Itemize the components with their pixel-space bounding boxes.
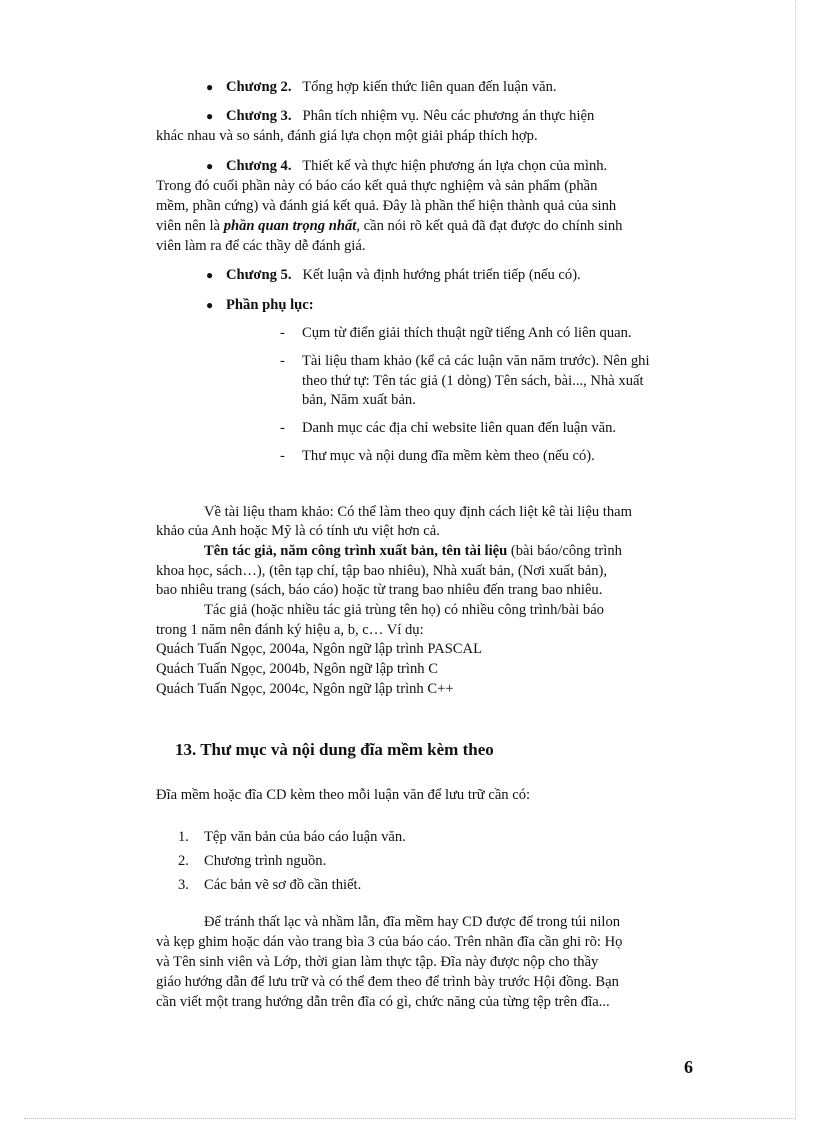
appendix-item: [206, 296, 728, 315]
chapter-4-line5: viên làm ra để các thầy dễ đánh giá.: [156, 238, 366, 254]
dash-icon: -: [280, 420, 285, 436]
chapter-2-text: Tổng hợp kiến thức liên quan đến luận văn.: [302, 79, 557, 95]
refs-para-3-line2: trong 1 năm nên đánh ký hiệu a, b, c… Ví dụ:: [156, 622, 424, 638]
list-item-text: Các bản vẽ sơ đồ cần thiết.: [204, 877, 362, 893]
page-right-divider: [795, 0, 796, 1120]
section-13-para-line1: Để tránh thất lạc và nhầm lẫn, đĩa mềm hay CD được để trong túi nilon: [204, 914, 621, 930]
chapter-5-text: Kết luận và định hướng phát triển tiếp (nếu có).: [302, 267, 581, 283]
dash-icon: -: [280, 448, 285, 464]
page-bottom-divider: [24, 1118, 794, 1119]
refs-para-2-line3: bao nhiêu trang (sách, báo cáo) hoặc từ trang bao nhiêu đến trang bao nhiêu.: [156, 582, 603, 598]
list-item-text: Tệp văn bản của báo cáo luận văn.: [204, 829, 406, 845]
appendix-dash-item-1: [280, 324, 728, 343]
chapter-4-line4-pre: viên nên là: [156, 218, 224, 234]
list-number: 2.: [178, 853, 189, 869]
chapter-3-continuation: khác nhau và so sánh, đánh giá lựa chọn một giải pháp thích hợp.: [156, 128, 538, 144]
refs-example-1: Quách Tuấn Ngọc, 2004a, Ngôn ngữ lập trình PASCAL: [156, 641, 482, 657]
chapter-4-line2: Trong đó cuối phần này có báo cáo kết quả thực nghiệm và sản phẩm (phần: [156, 178, 598, 194]
refs-para-1-line1: Về tài liệu tham khảo: Có thể làm theo quy định cách liệt kê tài liệu tham: [204, 504, 632, 520]
refs-format-bold: Tên tác giả, năm công trình xuất bản, tên tài liệu: [204, 543, 508, 559]
appendix-item-2-line1: Tài liệu tham khảo (kể cả các luận văn năm trước). Nên ghi: [302, 353, 650, 369]
appendix-item-3-text: Danh mục các địa chỉ website liên quan đến luận văn.: [302, 420, 617, 436]
chapter-4-line4: [156, 217, 728, 236]
chapter-4-label: Chương 4.: [226, 158, 292, 174]
list-item-text: Chương trình nguồn.: [204, 853, 327, 869]
refs-para-3-line1: Tác giả (hoặc nhiều tác giả trùng tên họ) có nhiều công trình/bài báo: [204, 602, 604, 618]
appendix-dash-item-3: [280, 419, 728, 438]
chapter-3-label: Chương 3.: [226, 108, 292, 124]
chapter-5-label: Chương 5.: [226, 267, 292, 283]
appendix-item-1-text: Cụm từ điển giải thích thuật ngữ tiếng Anh có liên quan.: [302, 325, 632, 341]
refs-para-2-line1: [156, 542, 728, 561]
refs-example-2: Quách Tuấn Ngọc, 2004b, Ngôn ngữ lập trình C: [156, 661, 438, 677]
dash-icon: -: [280, 325, 285, 341]
refs-para-2-line2: khoa học, sách…), (tên tạp chí, tập bao nhiêu), Nhà xuất bản, (Nơi xuất bản),: [156, 563, 608, 579]
section-13-para-line5: cần viết một trang hướng dẫn trên đĩa có gì, chức năng của từng tệp trên đĩa...: [156, 994, 610, 1010]
list-number: 3.: [178, 877, 189, 893]
chapter-4-emphasis: phần quan trọng nhất: [223, 218, 357, 234]
bullet-icon: ●: [206, 109, 214, 123]
section-13-para-line4: giáo hướng dẫn để lưu trữ và có thể đem theo để trình bày trước Hội đồng. Bạn: [156, 974, 619, 990]
list-number: 1.: [178, 829, 189, 845]
appendix-item-2-line2: theo thứ tự: Tên tác giả (1 dòng) Tên sách, bài..., Nhà xuất: [302, 373, 644, 389]
dash-icon: -: [280, 353, 285, 369]
chapter-2-label: Chương 2.: [226, 79, 292, 95]
chapter-3-item: [206, 107, 728, 126]
section-13-heading: 13. Thư mục và nội dung đĩa mềm kèm theo: [175, 740, 494, 759]
chapter-4-text: Thiết kế và thực hiện phương án lựa chọn của mình.: [302, 158, 608, 174]
bullet-icon: ●: [206, 298, 214, 312]
appendix-dash-item-4: [280, 447, 728, 466]
chapter-4-line4-post: , cần nói rõ kết quả đã đạt được do chính sinh: [356, 218, 623, 234]
chapter-3-text: Phân tích nhiệm vụ. Nêu các phương án thực hiện: [302, 108, 595, 124]
refs-para-1-line2: khảo của Anh hoặc Mỹ là có tính ưu việt hơn cả.: [156, 523, 440, 539]
chapter-4-line3: mềm, phần cứng) và đánh giá kết quả. Đây là phần thể hiện thành quả của sinh: [156, 198, 617, 214]
appendix-item-4-text: Thư mục và nội dung đĩa mềm kèm theo (nếu có).: [302, 448, 595, 464]
chapter-2-item: [206, 78, 728, 97]
refs-example-3: Quách Tuấn Ngọc, 2004c, Ngôn ngữ lập trình C++: [156, 681, 454, 697]
chapter-5-item: [206, 266, 728, 285]
bullet-icon: ●: [206, 159, 214, 173]
bullet-icon: ●: [206, 268, 214, 282]
appendix-item-2-line3: bản, Năm xuất bản.: [302, 392, 416, 408]
appendix-label: Phần phụ lục:: [226, 297, 314, 313]
section-13-para-line2: và kẹp ghim hoặc dán vào trang bìa 3 của báo cáo. Trên nhãn đĩa cần ghi rõ: Họ: [156, 934, 623, 950]
chapter-4-item: [206, 157, 728, 176]
section-13-intro: Đĩa mềm hoặc đĩa CD kèm theo mỗi luận văn để lưu trữ cần có:: [156, 787, 531, 803]
bullet-icon: ●: [206, 80, 214, 94]
page-number: 6: [684, 1057, 693, 1077]
appendix-dash-item-2: [280, 352, 728, 371]
refs-format-rest: (bài báo/công trình: [507, 543, 622, 559]
section-13-para-line3: và Tên sinh viên và Lớp, thời gian làm thực tập. Đĩa này được nộp cho thầy: [156, 954, 599, 970]
